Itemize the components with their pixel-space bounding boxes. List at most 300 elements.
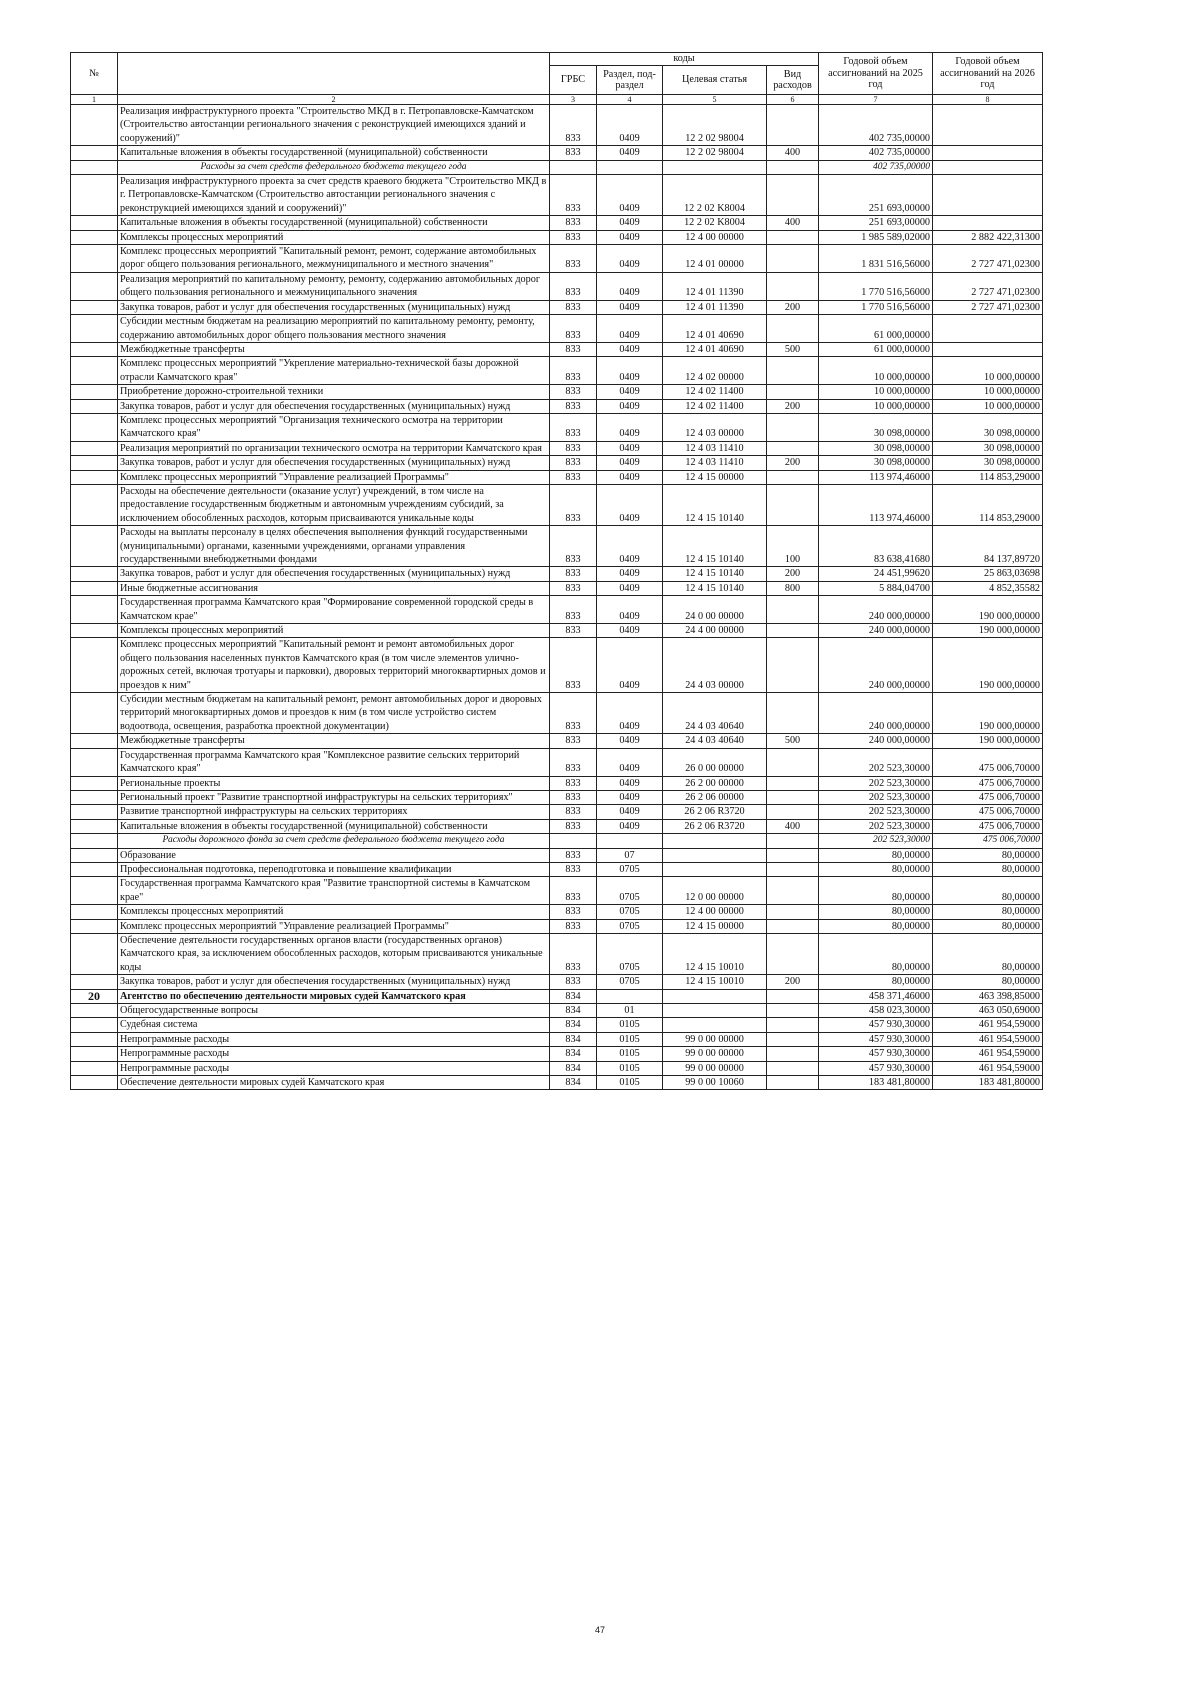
row-grbs-cell: 833 xyxy=(550,441,597,455)
row-name-cell: Расходы дорожного фонда за счет средств федерального бюджета текущего года xyxy=(118,834,550,848)
row-vid-cell xyxy=(767,413,819,441)
row-razdel-cell: 0105 xyxy=(597,1018,663,1032)
row-razdel-cell: 0409 xyxy=(597,819,663,833)
row-name-cell: Непрограммные расходы xyxy=(118,1047,550,1061)
row-amount-2025-cell: 1 770 516,56000 xyxy=(819,300,933,314)
row-celevaya-cell: 12 4 15 10010 xyxy=(663,975,767,989)
row-grbs-cell: 833 xyxy=(550,596,597,624)
row-number-cell xyxy=(71,385,118,399)
row-razdel-cell: 0409 xyxy=(597,230,663,244)
row-razdel-cell: 0105 xyxy=(597,1047,663,1061)
row-amount-2025-cell: 80,00000 xyxy=(819,862,933,876)
row-razdel-cell: 0409 xyxy=(597,624,663,638)
row-razdel-cell: 0409 xyxy=(597,315,663,343)
row-amount-2025-cell: 10 000,00000 xyxy=(819,357,933,385)
row-name-cell: Расходы на выплаты персоналу в целях обеспечения выполнения функций государственными (муниципальными) органами, казенными учреждениями, органами управления государственными внебюджетными фондами xyxy=(118,526,550,567)
table-body xyxy=(71,105,1149,1090)
row-number-cell xyxy=(71,484,118,525)
row-celevaya-cell: 26 0 00 00000 xyxy=(663,748,767,776)
table-row xyxy=(71,581,1149,595)
row-grbs-cell: 833 xyxy=(550,245,597,273)
row-vid-cell xyxy=(767,862,819,876)
row-celevaya-cell: 12 4 02 11400 xyxy=(663,385,767,399)
col-codes-header: коды xyxy=(550,53,819,66)
row-razdel-cell: 0409 xyxy=(597,342,663,356)
row-vid-cell xyxy=(767,834,819,848)
row-grbs-cell: 833 xyxy=(550,146,597,160)
row-grbs-cell: 833 xyxy=(550,272,597,300)
row-grbs-cell: 834 xyxy=(550,989,597,1003)
table-row xyxy=(71,819,1149,833)
row-razdel-cell: 0409 xyxy=(597,526,663,567)
row-number-cell xyxy=(71,399,118,413)
row-amount-2025-cell: 80,00000 xyxy=(819,975,933,989)
row-amount-2026-cell: 30 098,00000 xyxy=(933,441,1043,455)
row-number-cell xyxy=(71,160,118,174)
row-amount-2025-cell: 202 523,30000 xyxy=(819,776,933,790)
row-number-cell xyxy=(71,216,118,230)
row-vid-cell xyxy=(767,470,819,484)
row-amount-2026-cell: 30 098,00000 xyxy=(933,413,1043,441)
row-amount-2025-cell: 202 523,30000 xyxy=(819,805,933,819)
row-grbs-cell: 833 xyxy=(550,734,597,748)
row-vid-cell xyxy=(767,933,819,974)
row-vid-cell xyxy=(767,230,819,244)
row-vid-cell: 500 xyxy=(767,342,819,356)
row-number-cell xyxy=(71,1047,118,1061)
row-celevaya-cell: 26 2 06 R3720 xyxy=(663,805,767,819)
row-number-cell xyxy=(71,734,118,748)
row-celevaya-cell: 12 4 02 00000 xyxy=(663,357,767,385)
col-index: 2 xyxy=(118,95,550,105)
row-number-cell xyxy=(71,342,118,356)
row-amount-2026-cell: 463 050,69000 xyxy=(933,1004,1043,1018)
row-vid-cell: 400 xyxy=(767,216,819,230)
row-grbs-cell: 833 xyxy=(550,933,597,974)
col-name-header xyxy=(118,53,550,95)
row-celevaya-cell: 12 4 03 11410 xyxy=(663,456,767,470)
table-row xyxy=(71,105,1149,146)
row-celevaya-cell: 12 4 15 10140 xyxy=(663,484,767,525)
row-grbs-cell: 833 xyxy=(550,567,597,581)
table-row xyxy=(71,175,1149,216)
row-grbs-cell: 833 xyxy=(550,581,597,595)
row-name-cell: Комплексы процессных мероприятий xyxy=(118,624,550,638)
row-celevaya-cell xyxy=(663,160,767,174)
row-celevaya-cell xyxy=(663,834,767,848)
row-amount-2026-cell xyxy=(933,175,1043,216)
row-amount-2026-cell: 463 398,85000 xyxy=(933,989,1043,1003)
row-amount-2025-cell: 457 930,30000 xyxy=(819,1032,933,1046)
table-row xyxy=(71,790,1149,804)
table-row xyxy=(71,272,1149,300)
row-amount-2026-cell: 25 863,03698 xyxy=(933,567,1043,581)
col-grbs-header: ГРБС xyxy=(550,66,597,95)
row-vid-cell xyxy=(767,175,819,216)
row-amount-2026-cell: 190 000,00000 xyxy=(933,596,1043,624)
row-amount-2026-cell: 190 000,00000 xyxy=(933,734,1043,748)
row-amount-2026-cell: 80,00000 xyxy=(933,848,1043,862)
row-name-cell: Комплекс процессных мероприятий "Укрепление материально-технической базы дорожной отрасли Камчатского края" xyxy=(118,357,550,385)
row-razdel-cell: 0409 xyxy=(597,245,663,273)
row-grbs-cell: 833 xyxy=(550,748,597,776)
row-celevaya-cell: 12 4 15 00000 xyxy=(663,470,767,484)
row-razdel-cell: 01 xyxy=(597,1004,663,1018)
row-name-cell: Общегосударственные вопросы xyxy=(118,1004,550,1018)
row-grbs-cell: 833 xyxy=(550,848,597,862)
row-number-cell xyxy=(71,790,118,804)
row-razdel-cell: 0409 xyxy=(597,399,663,413)
row-grbs-cell: 833 xyxy=(550,776,597,790)
row-vid-cell: 500 xyxy=(767,734,819,748)
row-amount-2026-cell: 30 098,00000 xyxy=(933,456,1043,470)
row-amount-2026-cell: 2 727 471,02300 xyxy=(933,300,1043,314)
table-row xyxy=(71,526,1149,567)
row-vid-cell: 200 xyxy=(767,567,819,581)
row-amount-2025-cell: 24 451,99620 xyxy=(819,567,933,581)
table-row xyxy=(71,484,1149,525)
row-celevaya-cell: 99 0 00 00000 xyxy=(663,1032,767,1046)
row-name-cell: Комплексы процессных мероприятий xyxy=(118,905,550,919)
row-razdel-cell: 0409 xyxy=(597,693,663,734)
row-celevaya-cell: 12 4 03 11410 xyxy=(663,441,767,455)
row-name-cell: Закупка товаров, работ и услуг для обеспечения государственных (муниципальных) нужд xyxy=(118,456,550,470)
row-amount-2026-cell: 475 006,70000 xyxy=(933,776,1043,790)
row-grbs-cell: 834 xyxy=(550,1032,597,1046)
row-amount-2026-cell: 190 000,00000 xyxy=(933,624,1043,638)
row-vid-cell xyxy=(767,272,819,300)
col-vid-header: Вид расходов xyxy=(767,66,819,95)
row-amount-2026-cell: 10 000,00000 xyxy=(933,385,1043,399)
row-amount-2025-cell: 202 523,30000 xyxy=(819,748,933,776)
row-amount-2026-cell: 461 954,59000 xyxy=(933,1061,1043,1075)
table-row xyxy=(71,933,1149,974)
row-number-cell xyxy=(71,862,118,876)
row-grbs-cell: 833 xyxy=(550,456,597,470)
row-amount-2025-cell: 402 735,00000 xyxy=(819,105,933,146)
row-amount-2026-cell xyxy=(933,105,1043,146)
col-index: 1 xyxy=(71,95,118,105)
row-amount-2026-cell: 80,00000 xyxy=(933,919,1043,933)
row-name-cell: Государственная программа Камчатского края "Комплексное развитие сельских территорий Камчатского края" xyxy=(118,748,550,776)
row-amount-2026-cell: 475 006,70000 xyxy=(933,805,1043,819)
row-amount-2025-cell: 202 523,30000 xyxy=(819,819,933,833)
row-celevaya-cell: 26 2 00 00000 xyxy=(663,776,767,790)
row-name-cell: Профессиональная подготовка, переподготовка и повышение квалификации xyxy=(118,862,550,876)
col-spare-header xyxy=(1043,53,1149,95)
row-celevaya-cell: 12 4 15 10010 xyxy=(663,933,767,974)
row-amount-2026-cell: 183 481,80000 xyxy=(933,1076,1043,1090)
budget-table-sheet xyxy=(70,52,1148,1090)
row-amount-2025-cell: 30 098,00000 xyxy=(819,413,933,441)
row-razdel-cell: 0105 xyxy=(597,1061,663,1075)
row-amount-2026-cell xyxy=(933,216,1043,230)
table-row xyxy=(71,862,1149,876)
row-amount-2026-cell: 475 006,70000 xyxy=(933,834,1043,848)
row-vid-cell xyxy=(767,245,819,273)
row-razdel-cell xyxy=(597,160,663,174)
row-razdel-cell: 0409 xyxy=(597,734,663,748)
row-number-cell xyxy=(71,748,118,776)
row-vid-cell xyxy=(767,1032,819,1046)
row-number-cell xyxy=(71,581,118,595)
row-name-cell: Расходы за счет средств федерального бюджета текущего года xyxy=(118,160,550,174)
col-index: 7 xyxy=(819,95,933,105)
row-razdel-cell: 0705 xyxy=(597,862,663,876)
table-row xyxy=(71,748,1149,776)
row-grbs-cell: 833 xyxy=(550,526,597,567)
row-amount-2026-cell: 80,00000 xyxy=(933,933,1043,974)
table-row xyxy=(71,734,1149,748)
row-amount-2025-cell: 402 735,00000 xyxy=(819,146,933,160)
row-amount-2025-cell: 457 930,30000 xyxy=(819,1061,933,1075)
row-name-cell: Государственная программа Камчатского края "Формирование современной городской среды в Камчатском крае" xyxy=(118,596,550,624)
row-grbs-cell: 833 xyxy=(550,175,597,216)
row-amount-2025-cell: 240 000,00000 xyxy=(819,734,933,748)
row-name-cell: Закупка товаров, работ и услуг для обеспечения государственных (муниципальных) нужд xyxy=(118,975,550,989)
row-razdel-cell xyxy=(597,834,663,848)
row-vid-cell xyxy=(767,1076,819,1090)
table-row xyxy=(71,230,1149,244)
row-grbs-cell: 834 xyxy=(550,1018,597,1032)
row-celevaya-cell xyxy=(663,1004,767,1018)
row-grbs-cell: 833 xyxy=(550,470,597,484)
row-celevaya-cell: 24 4 03 40640 xyxy=(663,693,767,734)
table-row xyxy=(71,834,1149,848)
table-row xyxy=(71,919,1149,933)
row-amount-2026-cell: 2 727 471,02300 xyxy=(933,245,1043,273)
row-razdel-cell: 0409 xyxy=(597,748,663,776)
row-number-cell xyxy=(71,315,118,343)
row-vid-cell xyxy=(767,1047,819,1061)
col-index: 8 xyxy=(933,95,1043,105)
row-grbs-cell: 833 xyxy=(550,385,597,399)
table-row xyxy=(71,693,1149,734)
row-amount-2026-cell: 475 006,70000 xyxy=(933,748,1043,776)
row-number-cell xyxy=(71,624,118,638)
column-index-row xyxy=(71,95,1149,105)
row-number-cell xyxy=(71,776,118,790)
row-number-cell xyxy=(71,300,118,314)
row-grbs-cell: 833 xyxy=(550,300,597,314)
row-grbs-cell: 833 xyxy=(550,877,597,905)
row-name-cell: Агентство по обеспечению деятельности мировых судей Камчатского края xyxy=(118,989,550,1003)
row-amount-2026-cell xyxy=(933,146,1043,160)
row-number-cell xyxy=(71,596,118,624)
row-razdel-cell: 0705 xyxy=(597,877,663,905)
row-grbs-cell xyxy=(550,160,597,174)
table-row xyxy=(71,989,1149,1003)
row-number-cell xyxy=(71,905,118,919)
row-number-cell xyxy=(71,1076,118,1090)
row-name-cell: Комплекс процессных мероприятий "Капитальный ремонт и ремонт автомобильных дорог общего пользования населенных пунктов Камчатского края (в том числе элементов улично-дорожных сетей, включая тротуары и парковки), дворовых территорий многоквартирных домов и проездов к ним" xyxy=(118,638,550,693)
row-number-cell xyxy=(71,567,118,581)
row-amount-2025-cell: 61 000,00000 xyxy=(819,315,933,343)
row-vid-cell: 800 xyxy=(767,581,819,595)
row-name-cell: Комплекс процессных мероприятий "Капитальный ремонт, ремонт, содержание автомобильных дорог общего пользования регионального, межмуниципального и местного значения" xyxy=(118,245,550,273)
table-row xyxy=(71,567,1149,581)
row-amount-2026-cell: 80,00000 xyxy=(933,975,1043,989)
row-razdel-cell: 0409 xyxy=(597,456,663,470)
row-grbs-cell xyxy=(550,834,597,848)
row-amount-2025-cell: 240 000,00000 xyxy=(819,638,933,693)
row-amount-2025-cell: 80,00000 xyxy=(819,933,933,974)
row-celevaya-cell: 12 4 15 00000 xyxy=(663,919,767,933)
row-grbs-cell: 833 xyxy=(550,624,597,638)
row-name-cell: Комплекс процессных мероприятий "Управление реализацией Программы" xyxy=(118,919,550,933)
row-amount-2025-cell: 240 000,00000 xyxy=(819,693,933,734)
row-amount-2026-cell: 114 853,29000 xyxy=(933,484,1043,525)
row-razdel-cell xyxy=(597,989,663,1003)
row-vid-cell xyxy=(767,484,819,525)
row-razdel-cell: 0409 xyxy=(597,484,663,525)
row-amount-2026-cell xyxy=(933,342,1043,356)
row-number-cell xyxy=(71,245,118,273)
row-razdel-cell: 0409 xyxy=(597,596,663,624)
row-number-cell xyxy=(71,933,118,974)
row-number-cell xyxy=(71,819,118,833)
row-amount-2025-cell: 457 930,30000 xyxy=(819,1047,933,1061)
row-grbs-cell: 833 xyxy=(550,790,597,804)
row-number-cell xyxy=(71,848,118,862)
row-name-cell: Закупка товаров, работ и услуг для обеспечения государственных (муниципальных) нужд xyxy=(118,300,550,314)
row-razdel-cell: 0409 xyxy=(597,790,663,804)
row-name-cell: Капитальные вложения в объекты государственной (муниципальной) собственности xyxy=(118,146,550,160)
row-amount-2025-cell: 5 884,04700 xyxy=(819,581,933,595)
row-razdel-cell: 0409 xyxy=(597,300,663,314)
row-vid-cell xyxy=(767,877,819,905)
col-index: 3 xyxy=(550,95,597,105)
row-razdel-cell: 0409 xyxy=(597,357,663,385)
row-amount-2026-cell: 2 727 471,02300 xyxy=(933,272,1043,300)
row-number-cell xyxy=(71,441,118,455)
row-amount-2025-cell: 113 974,46000 xyxy=(819,484,933,525)
row-name-cell: Реализация мероприятий по организации технического осмотра на территории Камчатского края xyxy=(118,441,550,455)
row-name-cell: Развитие транспортной инфраструктуры на сельских территориях xyxy=(118,805,550,819)
row-name-cell: Государственная программа Камчатского края "Развитие транспортной системы в Камчатском крае" xyxy=(118,877,550,905)
table-row xyxy=(71,342,1149,356)
row-grbs-cell: 833 xyxy=(550,105,597,146)
row-number-cell xyxy=(71,919,118,933)
row-grbs-cell: 833 xyxy=(550,413,597,441)
row-celevaya-cell: 24 0 00 00000 xyxy=(663,596,767,624)
row-celevaya-cell: 24 4 00 00000 xyxy=(663,624,767,638)
row-amount-2026-cell: 461 954,59000 xyxy=(933,1018,1043,1032)
row-amount-2026-cell: 80,00000 xyxy=(933,905,1043,919)
row-amount-2026-cell: 10 000,00000 xyxy=(933,399,1043,413)
row-razdel-cell: 0705 xyxy=(597,975,663,989)
row-amount-2025-cell: 30 098,00000 xyxy=(819,441,933,455)
table-row xyxy=(71,1076,1149,1090)
col-index: 6 xyxy=(767,95,819,105)
row-name-cell: Закупка товаров, работ и услуг для обеспечения государственных (муниципальных) нужд xyxy=(118,399,550,413)
row-celevaya-cell: 12 4 00 00000 xyxy=(663,230,767,244)
table-row xyxy=(71,624,1149,638)
row-vid-cell xyxy=(767,919,819,933)
row-amount-2025-cell: 80,00000 xyxy=(819,919,933,933)
row-name-cell: Межбюджетные трансферты xyxy=(118,734,550,748)
row-name-cell: Судебная система xyxy=(118,1018,550,1032)
row-vid-cell xyxy=(767,776,819,790)
row-celevaya-cell: 24 4 03 40640 xyxy=(663,734,767,748)
row-number-cell xyxy=(71,975,118,989)
page-number: 47 xyxy=(594,1625,605,1635)
row-number-cell: 20 xyxy=(71,989,118,1003)
row-vid-cell: 200 xyxy=(767,300,819,314)
row-name-cell: Образование xyxy=(118,848,550,862)
row-grbs-cell: 833 xyxy=(550,638,597,693)
table-row xyxy=(71,441,1149,455)
row-name-cell: Комплекс процессных мероприятий "Организация технического осмотра на территории Камчатского края" xyxy=(118,413,550,441)
table-row xyxy=(71,146,1149,160)
table-row xyxy=(71,399,1149,413)
table-row xyxy=(71,905,1149,919)
row-amount-2025-cell: 240 000,00000 xyxy=(819,596,933,624)
row-celevaya-cell xyxy=(663,1018,767,1032)
table-row xyxy=(71,848,1149,862)
table-row xyxy=(71,638,1149,693)
table-row xyxy=(71,160,1149,174)
row-razdel-cell: 0105 xyxy=(597,1076,663,1090)
table-row xyxy=(71,413,1149,441)
row-grbs-cell: 833 xyxy=(550,230,597,244)
table-row xyxy=(71,877,1149,905)
row-amount-2026-cell: 190 000,00000 xyxy=(933,693,1043,734)
row-amount-2026-cell: 114 853,29000 xyxy=(933,470,1043,484)
row-vid-cell xyxy=(767,1004,819,1018)
row-amount-2025-cell: 30 098,00000 xyxy=(819,456,933,470)
row-celevaya-cell: 12 4 01 11390 xyxy=(663,300,767,314)
table-row xyxy=(71,596,1149,624)
row-number-cell xyxy=(71,105,118,146)
row-grbs-cell: 834 xyxy=(550,1004,597,1018)
row-vid-cell: 200 xyxy=(767,399,819,413)
row-name-cell: Иные бюджетные ассигнования xyxy=(118,581,550,595)
row-grbs-cell: 834 xyxy=(550,1047,597,1061)
row-celevaya-cell xyxy=(663,862,767,876)
row-razdel-cell: 0409 xyxy=(597,805,663,819)
row-amount-2025-cell: 10 000,00000 xyxy=(819,385,933,399)
row-razdel-cell: 0409 xyxy=(597,470,663,484)
row-name-cell: Капитальные вложения в объекты государственной (муниципальной) собственности xyxy=(118,216,550,230)
row-number-cell xyxy=(71,1018,118,1032)
row-grbs-cell: 833 xyxy=(550,862,597,876)
row-celevaya-cell: 26 2 06 R3720 xyxy=(663,819,767,833)
row-vid-cell xyxy=(767,596,819,624)
row-number-cell xyxy=(71,146,118,160)
row-number-cell xyxy=(71,357,118,385)
row-number-cell xyxy=(71,272,118,300)
table-row xyxy=(71,385,1149,399)
row-vid-cell xyxy=(767,624,819,638)
row-celevaya-cell: 99 0 00 10060 xyxy=(663,1076,767,1090)
row-number-cell xyxy=(71,230,118,244)
row-grbs-cell: 833 xyxy=(550,819,597,833)
row-razdel-cell: 0409 xyxy=(597,175,663,216)
row-name-cell: Обеспечение деятельности государственных органов власти (государственных органов) Камчатского края, за исключением обособленных расходов, которым присваиваются уникальные коды xyxy=(118,933,550,974)
row-amount-2025-cell: 202 523,30000 xyxy=(819,790,933,804)
row-name-cell: Обеспечение деятельности мировых судей Камчатского края xyxy=(118,1076,550,1090)
row-celevaya-cell: 12 4 00 00000 xyxy=(663,905,767,919)
row-grbs-cell: 833 xyxy=(550,919,597,933)
row-name-cell: Региональные проекты xyxy=(118,776,550,790)
row-razdel-cell: 0409 xyxy=(597,146,663,160)
row-amount-2026-cell: 10 000,00000 xyxy=(933,357,1043,385)
row-grbs-cell: 833 xyxy=(550,805,597,819)
row-celevaya-cell: 26 2 06 00000 xyxy=(663,790,767,804)
table-row xyxy=(71,456,1149,470)
row-amount-2026-cell xyxy=(933,315,1043,343)
